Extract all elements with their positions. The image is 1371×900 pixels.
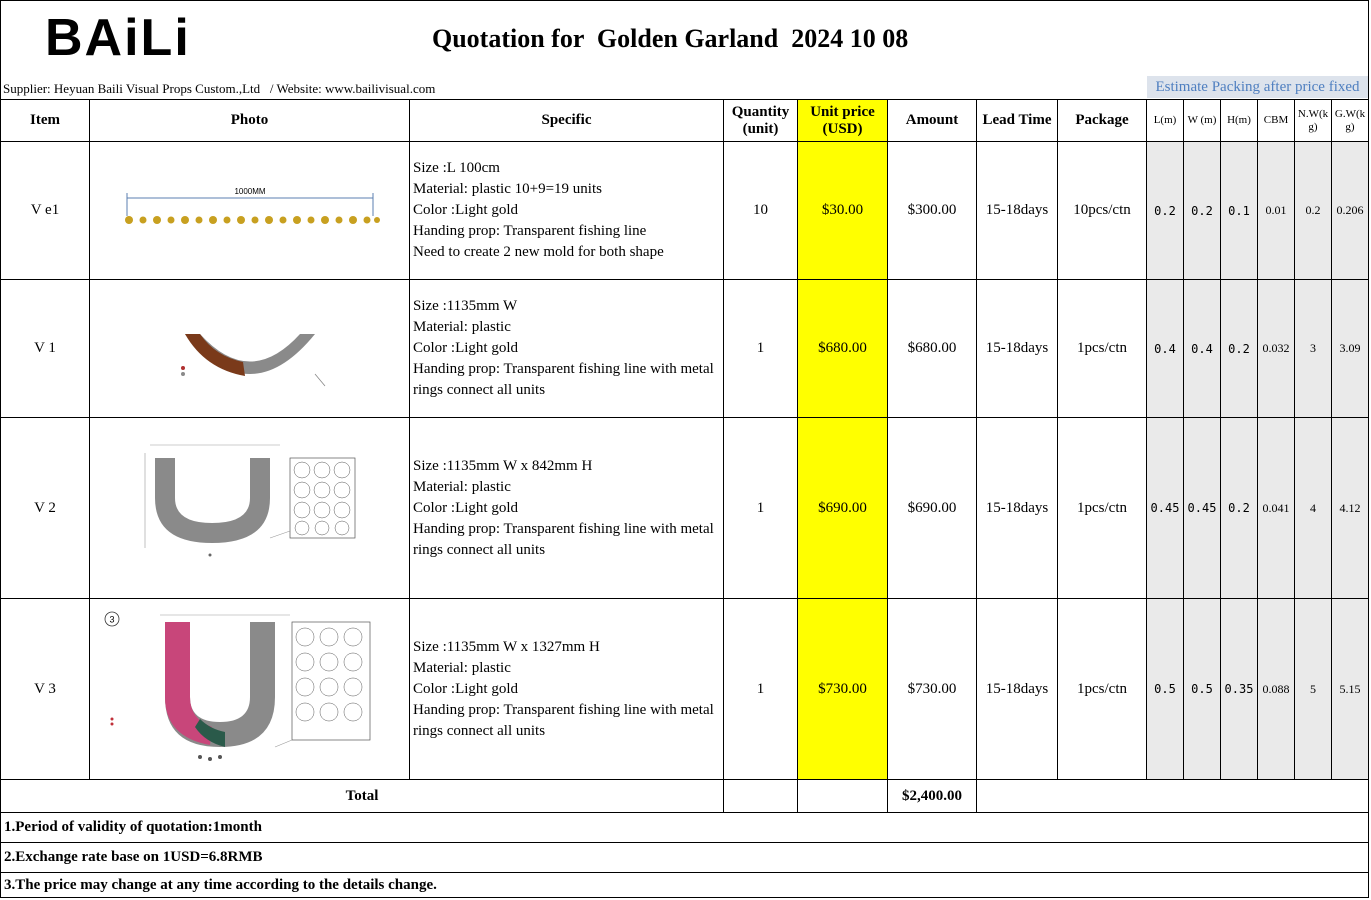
table-row	[1, 418, 1369, 599]
header-net-weight	[1295, 100, 1332, 142]
header-item: Item	[1, 100, 90, 142]
length-cell: 0.45	[1147, 418, 1184, 599]
item-cell: V 3	[1, 599, 90, 780]
unit-price-cell: $730.00	[798, 599, 888, 780]
note-row	[1, 843, 1369, 873]
spec-line: Size :1135mm W x 842mm H	[413, 457, 593, 474]
net-weight-cell: 4	[1295, 418, 1332, 599]
lead-time-cell: 15-18days	[977, 418, 1058, 599]
table-row	[1, 142, 1369, 280]
header-gw-line1: G.W(k	[1334, 107, 1366, 120]
garland-strip-image	[115, 176, 385, 246]
lead-time-cell: 15-18days	[977, 599, 1058, 780]
net-weight-cell: 0.2	[1295, 142, 1332, 280]
package-cell: 1pcs/ctn	[1058, 418, 1147, 599]
product-photo	[90, 418, 410, 599]
length-cell: 0.5	[1147, 599, 1184, 780]
spec-cell	[410, 280, 724, 418]
height-cell: 0.2	[1221, 418, 1258, 599]
spec-line: Handing prop: Transparent fishing line with metal	[413, 520, 714, 537]
amount-cell: $690.00	[888, 418, 977, 599]
amount-cell: $300.00	[888, 142, 977, 280]
width-cell: 0.45	[1184, 418, 1221, 599]
lead-time-cell: 15-18days	[977, 142, 1058, 280]
gross-weight-cell: 5.15	[1332, 599, 1369, 780]
cbm-cell: 0.01	[1258, 142, 1295, 280]
spec-line: Material: plastic	[413, 478, 511, 495]
baili-logo: BAiLi	[45, 9, 191, 67]
spec-line: Handing prop: Transparent fishing line with metal	[413, 361, 714, 377]
width-cell: 0.4	[1184, 280, 1221, 418]
estimate-note: Estimate Packing after price fixed	[1147, 76, 1368, 98]
spec-line: rings connect all units	[413, 382, 546, 398]
quantity-cell: 1	[724, 280, 798, 418]
note-row	[1, 873, 1369, 898]
step-badge: 3	[108, 614, 115, 624]
spec-cell	[410, 418, 724, 599]
header-specific: Specific	[410, 100, 724, 142]
header-gross-weight	[1332, 100, 1369, 142]
product-photo	[90, 599, 410, 780]
spec-line: Color :Light gold	[413, 202, 518, 218]
item-cell: V 2	[1, 418, 90, 599]
header-package: Package	[1058, 100, 1147, 142]
lead-time-cell: 15-18days	[977, 280, 1058, 418]
length-cell: 0.4	[1147, 280, 1184, 418]
spec-line: Material: plastic	[413, 659, 511, 676]
spec-line: Material: plastic	[413, 319, 511, 335]
net-weight-cell: 3	[1295, 280, 1332, 418]
total-rest-cell	[977, 780, 1369, 813]
u-garland-image	[165, 294, 335, 404]
spec-line: Handing prop: Transparent fishing line with metal	[413, 701, 714, 718]
item-cell: V 1	[1, 280, 90, 418]
spec-line: Material: plastic 10+9=19 units	[413, 181, 602, 197]
header-width: W (m)	[1184, 100, 1221, 142]
header-gw-line2: g)	[1345, 120, 1355, 133]
total-unit-price-cell	[798, 780, 888, 813]
total-row	[1, 780, 1369, 813]
quantity-cell: 10	[724, 142, 798, 280]
header-row	[1, 100, 1369, 142]
item-cell: V e1	[1, 142, 90, 280]
height-cell: 0.2	[1221, 280, 1258, 418]
header-quantity-line2: (unit)	[742, 120, 779, 137]
spec-line: Size :1135mm W x 1327mm H	[413, 638, 600, 655]
note-exchange-rate: 2.Exchange rate base on 1USD=6.8RMB	[1, 843, 1369, 873]
header-lead-time: Lead Time	[977, 100, 1058, 142]
u-garland-drawing-image	[140, 443, 360, 573]
dimension-label: 1000MM	[233, 186, 266, 196]
spec-line: Handing prop: Transparent fishing line	[413, 223, 647, 239]
spec-cell	[410, 142, 724, 280]
spec-line: Size :L 100cm	[413, 160, 500, 176]
header-nw-line1: N.W(k	[1297, 107, 1329, 120]
length-cell: 0.2	[1147, 142, 1184, 280]
table-row	[1, 280, 1369, 418]
note-price-change: 3.The price may change at any time according to the details change.	[1, 873, 1369, 898]
spec-line: Need to create 2 new mold for both shape	[413, 244, 664, 260]
cbm-cell: 0.041	[1258, 418, 1295, 599]
total-quantity-cell	[724, 780, 798, 813]
header-quantity	[724, 100, 798, 142]
header-cbm: CBM	[1258, 100, 1295, 142]
spec-line: rings connect all units	[413, 722, 546, 739]
u-garland-color-drawing-image	[100, 607, 400, 772]
spec-line: rings connect all units	[413, 541, 546, 558]
unit-price-cell: $30.00	[798, 142, 888, 280]
net-weight-cell: 5	[1295, 599, 1332, 780]
product-photo	[90, 142, 410, 280]
package-cell: 1pcs/ctn	[1058, 599, 1147, 780]
note-row	[1, 813, 1369, 843]
gross-weight-cell: 4.12	[1332, 418, 1369, 599]
width-cell: 0.5	[1184, 599, 1221, 780]
cbm-cell: 0.032	[1258, 280, 1295, 418]
amount-cell: $730.00	[888, 599, 977, 780]
header-height: H(m)	[1221, 100, 1258, 142]
table-row	[1, 599, 1369, 780]
header-photo: Photo	[90, 100, 410, 142]
header-length: L(m)	[1147, 100, 1184, 142]
width-cell: 0.2	[1184, 142, 1221, 280]
unit-price-cell: $690.00	[798, 418, 888, 599]
total-amount: $2,400.00	[888, 780, 977, 813]
page-title: Quotation for Golden Garland 2024 10 08	[432, 24, 909, 53]
header-amount: Amount	[888, 100, 977, 142]
quotation-table	[0, 99, 1369, 898]
spec-line: Size :1135mm W	[413, 298, 518, 314]
quantity-cell: 1	[724, 418, 798, 599]
height-cell: 0.35	[1221, 599, 1258, 780]
height-cell: 0.1	[1221, 142, 1258, 280]
package-cell: 1pcs/ctn	[1058, 280, 1147, 418]
spec-line: Color :Light gold	[413, 340, 518, 356]
product-photo	[90, 280, 410, 418]
header-quantity-line1: Quantity	[731, 103, 790, 120]
note-validity: 1.Period of validity of quotation:1month	[1, 813, 1369, 843]
header-nw-line2: g)	[1308, 120, 1318, 133]
total-label: Total	[1, 780, 724, 813]
supplier-line: Supplier: Heyuan Baili Visual Props Custom.,Ltd / Website: www.bailivisual.com	[3, 81, 436, 96]
spec-line: Color :Light gold	[413, 680, 518, 697]
gross-weight-cell: 0.206	[1332, 142, 1369, 280]
spec-cell	[410, 599, 724, 780]
spec-line: Color :Light gold	[413, 499, 518, 516]
gross-weight-cell: 3.09	[1332, 280, 1369, 418]
package-cell: 10pcs/ctn	[1058, 142, 1147, 280]
header-unit-price	[798, 100, 888, 142]
header-unit-price-line1: Unit price	[810, 103, 875, 120]
cbm-cell: 0.088	[1258, 599, 1295, 780]
header-unit-price-line2: (USD)	[822, 120, 863, 137]
quantity-cell: 1	[724, 599, 798, 780]
amount-cell: $680.00	[888, 280, 977, 418]
unit-price-cell: $680.00	[798, 280, 888, 418]
